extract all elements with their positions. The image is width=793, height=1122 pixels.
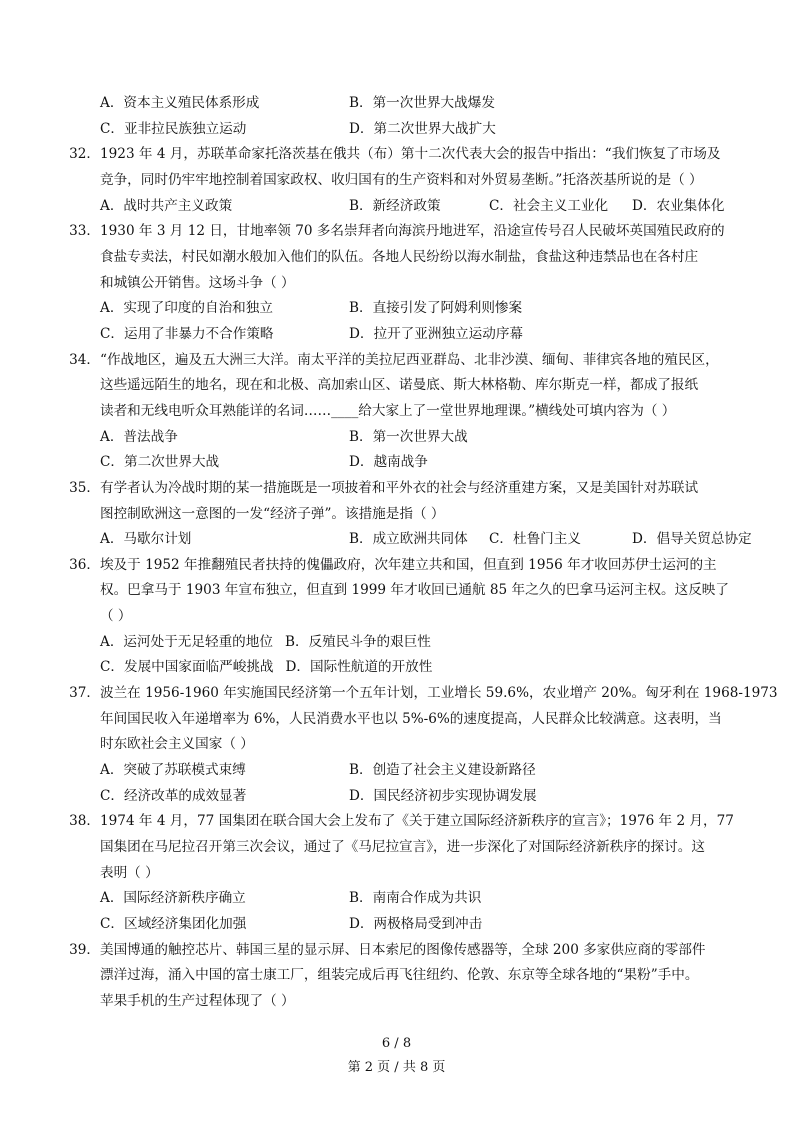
question-line [0, 399, 793, 425]
option-row-options [100, 194, 736, 220]
answer-option[interactable]: D．越南战争 [349, 454, 428, 471]
question-stem-text: 1974 年 4 月，77 国集团在联合国大会上发布了《关于建立国际经济新秩序的宣言》；1976 年 2 月，77 [100, 813, 734, 830]
question-line [0, 861, 793, 887]
question-stem-text: 竞争，同时仍牢牢地控制着国家政权、收归国有的生产资料和对外贸易垄断。”托洛茨基所说的是（ ） [100, 171, 703, 188]
question-line [0, 707, 793, 733]
question-number: 38． [69, 813, 100, 830]
answer-option[interactable]: A．运河处于无足轻重的地位 [100, 633, 273, 650]
question-number: 32． [69, 146, 100, 163]
answer-option[interactable]: A．国际经济新秩序确立 [100, 890, 246, 907]
answer-option[interactable]: A．战时共产主义政策 [100, 197, 233, 214]
question-block [0, 348, 793, 476]
answer-option[interactable]: B．第一次世界大战爆发 [349, 95, 495, 111]
answer-option[interactable]: C．第二次世界大战 [100, 454, 220, 471]
answer-option[interactable]: C．社会主义工业化 [489, 197, 609, 214]
question-line [0, 373, 793, 399]
option-row [0, 296, 793, 322]
question-line [0, 553, 793, 579]
question-stem-text: （ ） [100, 608, 132, 625]
answer-option[interactable]: B．新经济政策 [349, 197, 441, 214]
answer-option[interactable]: C．经济改革的成效显著 [100, 787, 247, 804]
question-line [0, 578, 793, 604]
question-stem-text: 埃及于 1952 年推翻殖民者扶持的傀儡政府，次年建立共和国，但直到 1956 年才收回苏伊士运河的主 [100, 556, 717, 573]
question-number: 37． [69, 685, 100, 702]
question-stem-text: 图控制欧洲这一意图的一发“经济子弹”。该措施是指（ ） [100, 505, 445, 522]
question-block [0, 809, 793, 937]
option-row [0, 425, 793, 451]
option-row-options [100, 784, 549, 810]
question-stem-text: 和城镇公开销售。这场斗争（ ） [100, 274, 295, 291]
answer-option[interactable]: C．发展中国家面临严峻挑战 [100, 659, 274, 676]
question-stem-text: 1923 年 4 月，苏联革命家托洛茨基在俄共（布）第十二次代表大会的报告中指出：“我们恢复了市场及 [100, 146, 721, 163]
question-stem-text: 读者和无线电听众耳熟能详的名词……____给大家上了一堂世界地理课。”横线处可填内容为（ ） [100, 402, 676, 419]
option-row-options [100, 450, 440, 476]
question-line [0, 681, 793, 707]
option-row [0, 322, 793, 348]
question-line [0, 142, 793, 168]
question-stem-text: “作战地区，遍及五大洲三大洋。南太平洋的美拉尼西亚群岛、北非沙漠、缅甸、菲律宾各地的殖民区， [100, 351, 719, 368]
option-row-options [100, 655, 444, 681]
page-label: 第 2 页 / 共 8 页 [347, 1060, 446, 1075]
answer-option[interactable]: C．杜鲁门主义 [489, 531, 581, 548]
question-line [0, 271, 793, 297]
question-stem-text: 苹果手机的生产过程体现了（ ） [100, 992, 295, 1009]
question-stem-text: 年间国民收入年递增率为 6%，人民消费水平也以 5%-6%的速度提高，人民群众比较满意。这表明，当 [100, 710, 722, 727]
question-line [0, 219, 793, 245]
question-line [0, 604, 793, 630]
answer-option[interactable]: A．马歇尔计划 [100, 531, 192, 548]
option-row-options [100, 117, 508, 143]
question-stem-text: 权。巴拿马于 1903 年宣布独立，但直到 1999 年才收回已通航 85 年之久的巴拿马运河主权。这反映了 [100, 582, 729, 599]
question-block [0, 553, 793, 681]
option-row [0, 912, 793, 938]
option-row [0, 450, 793, 476]
question-number: 36． [69, 556, 100, 573]
option-row [0, 91, 793, 117]
question-line [0, 502, 793, 528]
question-line [0, 732, 793, 758]
answer-option[interactable]: C．运用了非暴力不合作策略 [100, 325, 274, 342]
answer-option[interactable]: D．国际性航道的开放性 [285, 659, 433, 676]
question-line [0, 348, 793, 374]
question-stem-text: 波兰在 1956-1960 年实施国民经济第一个五年计划，工业增长 59.6%，农业增产 20%。匈牙利在 1968-1973 [100, 685, 778, 702]
answer-option[interactable]: A．实现了印度的自治和独立 [100, 300, 273, 317]
answer-option[interactable]: B．反殖民斗争的艰巨性 [284, 633, 431, 650]
answer-option[interactable]: D．倡导关贸总协定 [632, 531, 752, 548]
question-stem-text: 国集团在马尼拉召开第三次会议，通过了《马尼拉宣言》，进一步深化了对国际经济新秩序的探讨。这 [100, 839, 705, 856]
option-row-options [100, 527, 764, 553]
question-line [0, 938, 793, 964]
answer-option[interactable]: B．第一次世界大战 [349, 428, 468, 445]
option-row [0, 117, 793, 143]
question-stem-text: 时东欧社会主义国家（ ） [100, 736, 254, 753]
option-row [0, 630, 793, 656]
question-number: 35． [69, 479, 100, 496]
question-block [0, 681, 793, 809]
option-row-options [100, 758, 548, 784]
answer-option[interactable]: B．南南合作成为共识 [349, 890, 482, 907]
question-line [0, 835, 793, 861]
question-number: 39． [69, 941, 100, 958]
answer-option[interactable]: B．创造了社会主义建设新路径 [349, 762, 536, 779]
option-row [0, 527, 793, 553]
option-row-options [100, 630, 443, 656]
question-block [0, 938, 793, 1015]
question-block [0, 476, 793, 553]
question-line [0, 809, 793, 835]
question-number: 34． [69, 351, 100, 368]
answer-option[interactable]: C．亚非拉民族独立运动 [100, 120, 247, 137]
option-row [0, 886, 793, 912]
question-block [0, 142, 793, 219]
option-row-options [100, 912, 494, 938]
answer-option[interactable]: A．普法战争 [100, 428, 178, 445]
question-stem-text: 表明（ ） [100, 864, 159, 881]
answer-option[interactable]: D．第二次世界大战扩大 [349, 120, 496, 137]
question-line [0, 989, 793, 1015]
option-row [0, 784, 793, 810]
option-row-options [100, 425, 480, 451]
question-line [0, 245, 793, 271]
option-row-options [100, 322, 535, 348]
answer-option[interactable]: A．资本主义殖民体系形成 [100, 95, 260, 111]
option-row [0, 758, 793, 784]
question-stem-text: 漂洋过海，涌入中国的富士康工厂，组装完成后再飞往纽约、伦敦、东京等全球各地的“果粉”手中。 [100, 967, 699, 984]
option-row-options [100, 91, 507, 117]
answer-option[interactable]: D．国民经济初步实现协调发展 [349, 787, 537, 804]
question-stem-text: 美国博通的触控芯片、韩国三星的显示屏、日本索尼的图像传感器等，全球 200 多家供应商的零部件 [100, 941, 706, 958]
question-block [0, 91, 793, 142]
question-number: 33． [69, 223, 100, 240]
option-row [0, 194, 793, 220]
exam-questions [0, 91, 793, 1015]
page-fraction: 6 / 8 [381, 1036, 412, 1051]
question-line [0, 476, 793, 502]
question-line [0, 963, 793, 989]
option-row-options [100, 296, 534, 322]
question-stem-text: 食盐专卖法，村民如潮水般加入他们的队伍。各地人民纷纷以海水制盐，食盐这种违禁品也在各村庄 [100, 248, 699, 265]
question-block [0, 219, 793, 347]
question-stem-text: 这些遥远陌生的地名，现在和北极、高加索山区、诺曼底、斯大林格勒、库尔斯克一样，都成了报纸 [100, 377, 699, 394]
question-stem-text: 有学者认为冷战时期的某一措施既是一项披着和平外衣的社会与经济重建方案，又是美国针对苏联试 [100, 479, 699, 496]
answer-option[interactable]: B．成立欧洲共同体 [349, 531, 468, 548]
answer-option[interactable]: D．农业集体化 [632, 197, 725, 214]
answer-option[interactable]: D．两极格局受到冲击 [349, 916, 483, 932]
question-stem-text: 1930 年 3 月 12 日，甘地率领 70 多名崇拜者向海滨丹地进军，沿途宣传号召人民破坏英国殖民政府的 [100, 223, 725, 240]
question-line [0, 168, 793, 194]
answer-option[interactable]: A．突破了苏联模式束缚 [100, 762, 246, 779]
answer-option[interactable]: C．区域经济集团化加强 [100, 916, 247, 932]
option-row-options [100, 886, 493, 912]
answer-option[interactable]: B．直接引发了阿姆利则惨案 [349, 300, 523, 317]
answer-option[interactable]: D．拉开了亚洲独立运动序幕 [349, 325, 524, 342]
option-row [0, 655, 793, 681]
